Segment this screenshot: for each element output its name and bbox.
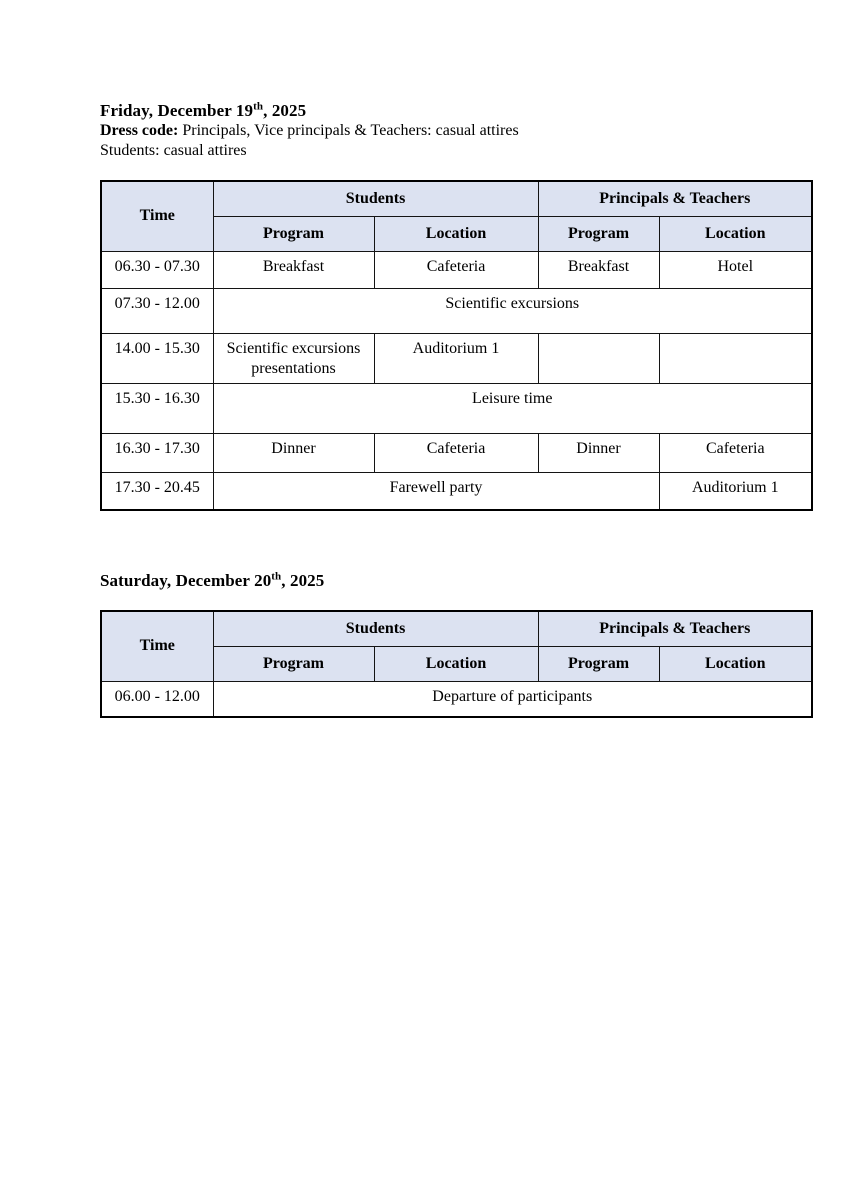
schedule-row: [101, 251, 812, 288]
column-header-students-location: Location: [374, 646, 538, 681]
schedule-cell: [538, 333, 659, 383]
column-header-students-program: Program: [213, 216, 374, 251]
schedule-cell: Dinner: [213, 433, 374, 472]
schedule-cell: Scientific excursions: [213, 288, 812, 333]
dress-code-label: Dress code:: [100, 122, 179, 139]
schedule-cell: Hotel: [659, 251, 812, 288]
column-header-students-program: Program: [213, 646, 374, 681]
ordinal-superscript: th: [253, 100, 264, 113]
column-header-students: Students: [213, 181, 538, 216]
schedule-cell: Cafeteria: [374, 433, 538, 472]
schedule-cell: Breakfast: [538, 251, 659, 288]
schedule-cell: Dinner: [538, 433, 659, 472]
schedule-cell: Leisure time: [213, 383, 812, 433]
column-header-principals-location: Location: [659, 646, 812, 681]
ordinal-superscript: th: [271, 570, 282, 583]
time-cell: 15.30 - 16.30: [101, 383, 213, 433]
column-header-principals-program: Program: [538, 216, 659, 251]
schedule-row: [101, 472, 812, 510]
column-header-principals-teachers: Principals & Teachers: [538, 611, 812, 646]
column-header-principals-teachers: Principals & Teachers: [538, 181, 812, 216]
column-header-students: Students: [213, 611, 538, 646]
heading-text: Friday, December 19: [100, 101, 254, 120]
time-cell: 16.30 - 17.30: [101, 433, 213, 472]
heading-year: , 2025: [263, 101, 307, 120]
saturday-day-heading: [100, 571, 811, 591]
column-header-time: Time: [101, 611, 213, 681]
schedule-cell: Cafeteria: [374, 251, 538, 288]
time-cell: 06.30 - 07.30: [101, 251, 213, 288]
time-cell: 17.30 - 20.45: [101, 472, 213, 510]
dress-code-line: [100, 121, 811, 141]
students-dress-code-line: Students: casual attires: [100, 142, 247, 159]
schedule-row: [101, 333, 812, 383]
schedule-cell: Auditorium 1: [374, 333, 538, 383]
time-cell: 07.30 - 12.00: [101, 288, 213, 333]
schedule-cell: [659, 333, 812, 383]
friday-section: [100, 101, 811, 511]
time-cell: 06.00 - 12.00: [101, 681, 213, 717]
friday-day-heading: [100, 101, 811, 121]
column-header-time: Time: [101, 181, 213, 251]
schedule-cell: Auditorium 1: [659, 472, 812, 510]
heading-text: Saturday, December 20: [100, 571, 272, 590]
schedule-cell: Cafeteria: [659, 433, 812, 472]
schedule-cell: Departure of participants: [213, 681, 812, 717]
column-header-principals-program: Program: [538, 646, 659, 681]
schedule-cell: Scientific excursions presentations: [213, 333, 374, 383]
saturday-schedule-table: [100, 610, 813, 718]
schedule-row: [101, 433, 812, 472]
schedule-cell: Breakfast: [213, 251, 374, 288]
schedule-row: [101, 681, 812, 717]
dress-code-value: Principals, Vice principals & Teachers: casual attires: [178, 122, 519, 139]
friday-schedule-table: [100, 180, 813, 511]
time-cell: 14.00 - 15.30: [101, 333, 213, 383]
column-header-principals-location: Location: [659, 216, 812, 251]
schedule-cell: Farewell party: [213, 472, 659, 510]
column-header-students-location: Location: [374, 216, 538, 251]
schedule-row: [101, 288, 812, 333]
saturday-section: [100, 571, 811, 718]
heading-year: , 2025: [281, 571, 325, 590]
schedule-row: [101, 383, 812, 433]
